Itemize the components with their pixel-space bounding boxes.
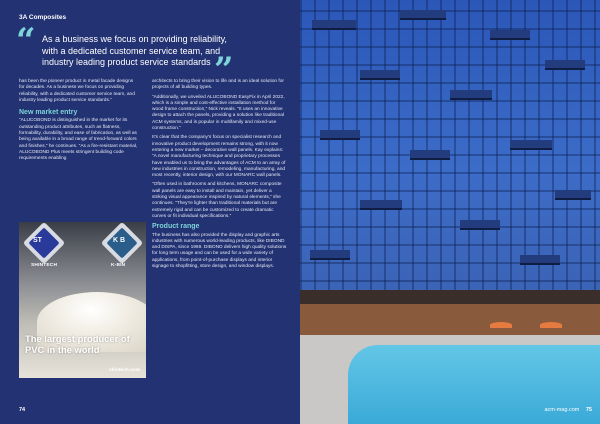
ad-url-link[interactable]: shintech.com <box>109 368 140 373</box>
balcony <box>320 130 360 140</box>
balcony <box>400 10 446 20</box>
page-number-left: 74 <box>19 407 26 413</box>
article-paragraph: “ALUCOBOND is distinguished in the market for its outstanding product attributes, such as flatness, formability, durability, and ease of fabrication, as well as being available in a broad range of trend-forward colors and finishes,” he continues. “As a fire-resistant material, ALUCOBOND Plus meets stringent building code requirements enabling <box>19 118 138 162</box>
article-paragraph: “Additionally, we unveiled ALUCOBOND EasyFix in April 2022, which is a simple and cost-effective installation method for wood frame construction,” Nick reveals. “It uses an innovative design to attach the panels, providing a solution like traditional ACM systems, and is popular in multifamily and mixed-use construction.” <box>152 94 285 132</box>
balcony <box>555 190 591 200</box>
close-quote-icon: ” <box>214 50 234 90</box>
section-tag <box>19 14 66 21</box>
shintech-logo-text: ST <box>33 237 42 244</box>
kbin-caption: K-BIN <box>111 263 126 268</box>
subhead-new-market: New market entry <box>19 109 78 117</box>
shintech-logo-icon <box>23 222 65 264</box>
article-paragraph: “Often used in bathrooms and kitchens, MONARC composite wall panels are easy to install and maintain, yet deliver a striking visual appearance inspired by natural elements,” she continues. “They’re lighter than traditional materials but are extremely rigid and can be customized to create dramatic curves or fit individual specifications.” <box>152 182 282 219</box>
umbrella <box>540 322 562 328</box>
shintech-caption: SHINTECH <box>31 263 58 268</box>
subhead-product-range: Product range <box>152 223 200 231</box>
section-number: 3A <box>19 14 28 21</box>
balcony <box>360 200 402 210</box>
article-paragraph: has been the pioneer product in metal facade designs for decades. As a business we focus on providing reliability, with a dedicated customer service team, and industry leading product service standards.” <box>19 79 135 103</box>
footer-right <box>545 407 593 413</box>
podium-shadow <box>300 290 600 304</box>
article-paragraph: The business has also provided the display and graphic arts industries with numerous world-leading products, like DIBOND and DISPA, since 1969. DIBOND delivers high quality solutions for long term usage and can be used for a wide variety of applications, from point-of-purchase displays and interior signage to shopfitting, store design, and window displays. <box>152 232 287 270</box>
balcony <box>450 90 492 100</box>
article-paragraph: It’s clear that the company’s focus on specialist research and innovative product development remains strong, with it now entering a new market – decorative wall panels. Kay explains: “A novel manufacturing technique and proprietary processes have enabled us to bring the advantages of ACM to an array of new industries in construction, remodeling, manufacturing, and most recently, interior design, with our MONARC wall panels. <box>152 135 286 179</box>
site-url[interactable]: acm-mag.com <box>544 407 580 413</box>
article-paragraph: architects to bring their vision to life and is an ideal solution for projects of all building types. <box>152 79 284 91</box>
ad-headline: The largest producer of PVC in the world <box>25 333 130 355</box>
kbin-logo-text: K B <box>113 237 126 244</box>
balcony <box>510 140 552 150</box>
balcony <box>460 220 500 230</box>
balcony <box>520 255 560 265</box>
balcony <box>410 150 450 160</box>
balcony <box>312 20 356 30</box>
balcony <box>490 30 530 40</box>
page-number-right: 75 <box>585 407 592 413</box>
balcony <box>545 60 585 70</box>
open-quote-icon: “ <box>16 21 36 61</box>
balcony <box>310 250 350 260</box>
right-page-photo <box>300 0 600 424</box>
article-column-2 <box>152 79 287 273</box>
shintech-advertisement[interactable] <box>19 222 146 378</box>
umbrella <box>490 322 512 328</box>
pull-quote-text: As a business we focus on providing reliability, with a dedicated customer service team, and industry leading product service standards <box>42 34 227 67</box>
article-column-1 <box>19 79 139 166</box>
section-name: Composites <box>28 14 67 21</box>
balcony <box>360 70 400 80</box>
